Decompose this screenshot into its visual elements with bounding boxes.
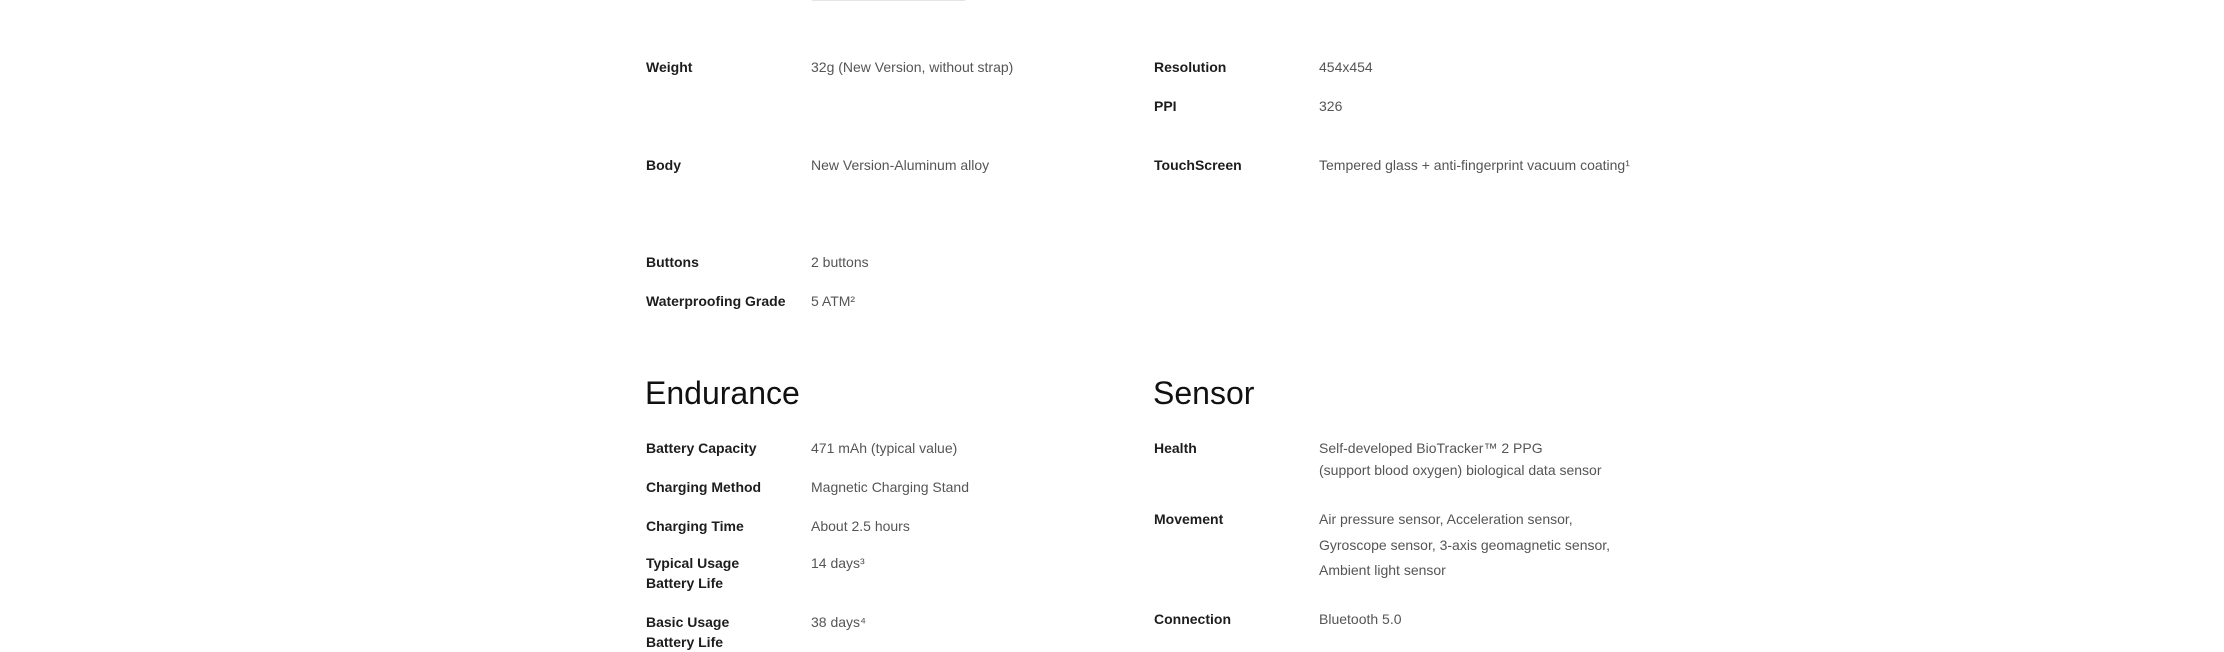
spec-row-basic-battery-life	[646, 612, 866, 652]
spec-value-line: Gyroscope sensor, 3-axis geomagnetic sensor,	[1319, 537, 1611, 553]
spec-value: 38 days⁴	[811, 614, 867, 630]
spec-row-connection	[1154, 609, 1402, 629]
spec-label-line: Basic Usage	[646, 614, 730, 630]
spec-row-waterproofing	[646, 291, 855, 311]
spec-label	[646, 553, 811, 593]
section-heading-endurance: Endurance	[645, 375, 800, 411]
spec-value-line: Self-developed BioTracker™ 2 PPG	[1319, 440, 1543, 456]
spec-value: Magnetic Charging Stand	[811, 479, 969, 495]
spec-label-line: Battery Life	[646, 634, 724, 650]
spec-row-body	[646, 155, 989, 175]
spec-value	[1319, 438, 1602, 480]
spec-row-movement	[1154, 509, 1610, 580]
spec-row-ppi	[1154, 96, 1342, 116]
spec-label: TouchScreen	[1154, 157, 1242, 173]
spec-value: About 2.5 hours	[811, 518, 910, 534]
spec-value: 2 buttons	[811, 254, 869, 270]
spec-value: New Version-Aluminum alloy	[811, 157, 990, 173]
spec-label: PPI	[1154, 98, 1177, 114]
spec-label: Movement	[1154, 511, 1224, 527]
spec-value: Tempered glass + anti-fingerprint vacuum coating¹	[1319, 157, 1630, 173]
spec-value	[1319, 509, 1610, 580]
spec-label: Body	[646, 157, 681, 173]
spec-value: Bluetooth 5.0	[1319, 611, 1402, 627]
spec-row-charging-time	[646, 516, 910, 536]
spec-row-weight	[646, 57, 1013, 77]
spec-row-buttons	[646, 252, 869, 272]
spec-label: Resolution	[1154, 59, 1227, 75]
spec-value: 14 days³	[811, 555, 865, 571]
spec-row-touchscreen	[1154, 155, 1630, 175]
spec-value: 326	[1319, 98, 1343, 114]
spec-value: 32g (New Version, without strap)	[811, 59, 1014, 75]
spec-label-line: Battery Life	[646, 575, 724, 591]
spec-value: 5 ATM²	[811, 293, 856, 309]
spec-row-health	[1154, 438, 1602, 480]
spec-value: 471 mAh (typical value)	[811, 440, 958, 456]
spec-label: Buttons	[646, 254, 699, 270]
spec-value-line: Air pressure sensor, Acceleration sensor,	[1319, 511, 1573, 527]
spec-label: Charging Method	[646, 479, 762, 495]
spec-value: 454x454	[1319, 59, 1373, 75]
spec-row-typical-battery-life	[646, 553, 865, 593]
section-heading-sensor: Sensor	[1153, 375, 1255, 411]
spec-label-line: Typical Usage	[646, 555, 740, 571]
spec-label: Waterproofing Grade	[646, 293, 786, 309]
spec-value-line: (support blood oxygen) biological data sensor	[1319, 462, 1602, 478]
spec-row-battery-capacity	[646, 438, 957, 458]
spec-label: Connection	[1154, 611, 1231, 627]
spec-label: Charging Time	[646, 518, 744, 534]
spec-label: Battery Capacity	[646, 440, 757, 456]
spec-label	[646, 612, 811, 652]
spec-label: Weight	[646, 59, 693, 75]
spec-row-resolution	[1154, 57, 1373, 77]
spec-row-charging-method	[646, 477, 969, 497]
spec-label: Health	[1154, 440, 1197, 456]
spec-value-line: Ambient light sensor	[1319, 562, 1446, 578]
